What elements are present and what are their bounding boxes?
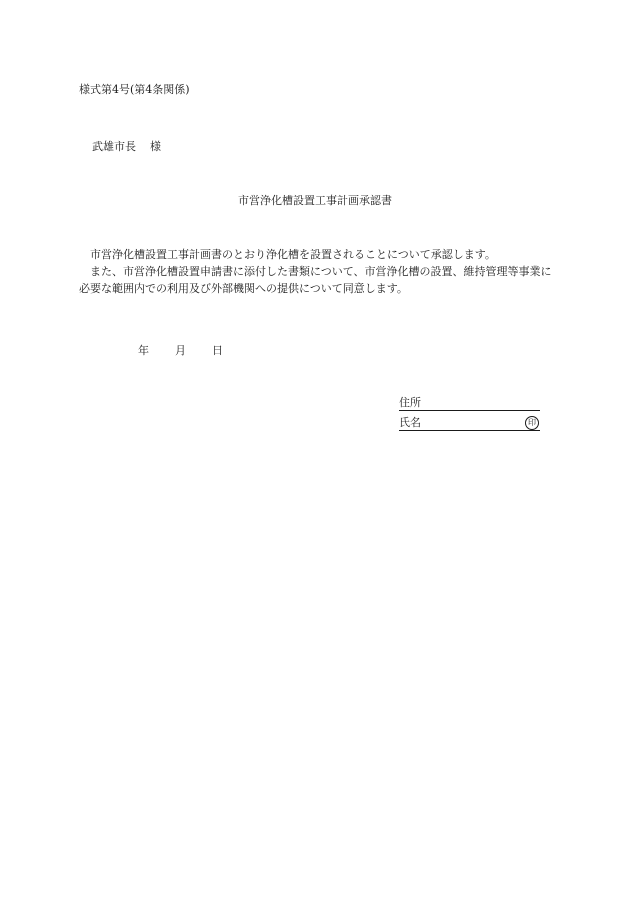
- addressee-honorific: 様: [150, 140, 161, 153]
- year-label: 年: [138, 344, 149, 357]
- date-row: [138, 342, 223, 358]
- document-title: 市営浄化槽設置工事計画承認書: [238, 194, 392, 207]
- seal-mark: 印: [525, 416, 539, 430]
- name-line: [399, 416, 540, 431]
- address-label: 住所: [399, 396, 421, 409]
- body-paragraph-2: また、市営浄化槽設置申請書に添付した書類について、市営浄化槽の設置、維持管理等事業に必要な範囲内での利用及び外部機関への提供について同意します。: [79, 265, 552, 295]
- day-label: 日: [212, 344, 223, 357]
- name-label: 氏名: [399, 416, 421, 429]
- addressee: [92, 138, 161, 154]
- address-line: [399, 396, 540, 411]
- addressee-name: 武雄市長: [92, 140, 136, 153]
- body-text: [79, 246, 559, 297]
- form-number: 様式第4号(第4条関係): [79, 83, 190, 96]
- month-label: 月: [175, 344, 186, 357]
- body-paragraph-1: 市営浄化槽設置工事計画書のとおり浄化槽を設置されることについて承認します。: [90, 248, 496, 261]
